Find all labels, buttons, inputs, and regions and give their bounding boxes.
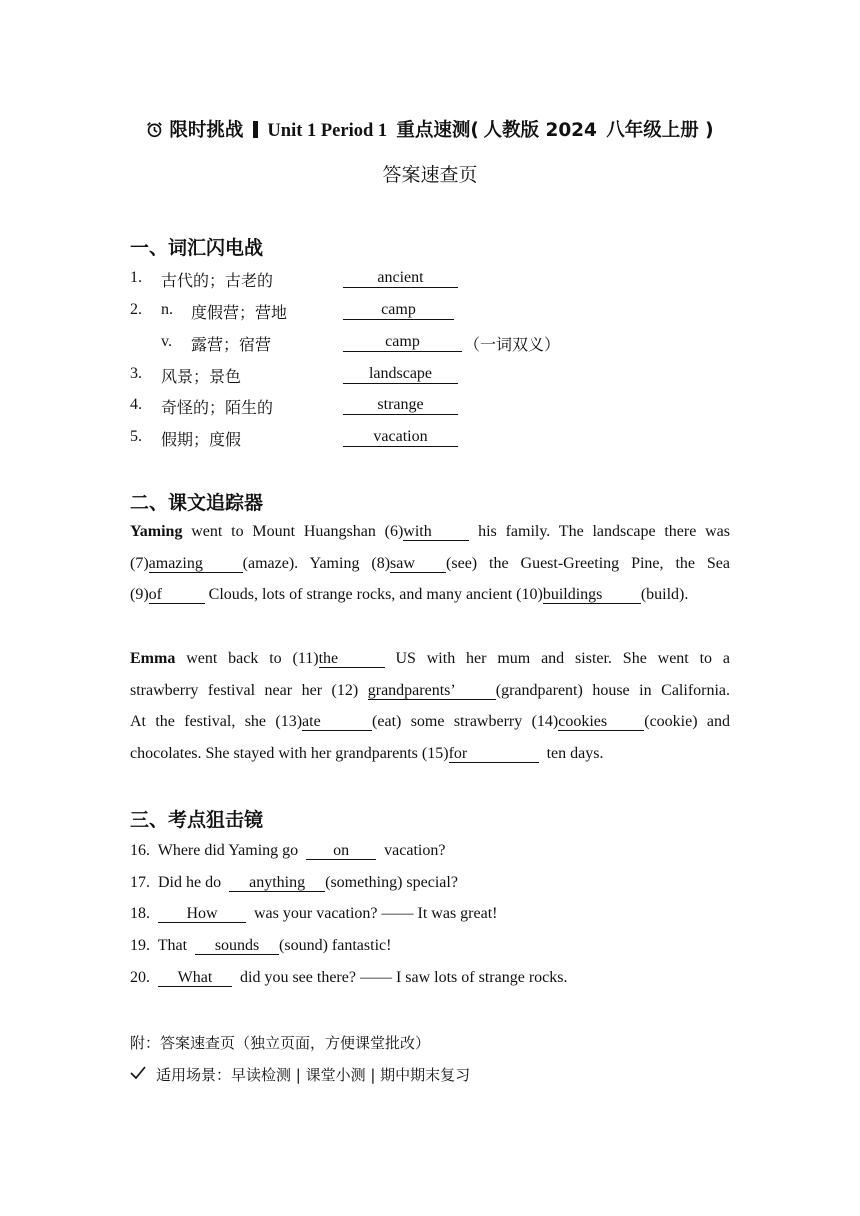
title-bar-divider xyxy=(253,121,258,138)
question-answer: What xyxy=(158,969,232,987)
question-num: 20. xyxy=(130,969,150,986)
question-item xyxy=(130,905,497,923)
question-item xyxy=(130,937,391,955)
vocab-answer: camp xyxy=(343,333,462,352)
page-title xyxy=(0,116,860,142)
alarm-clock-icon xyxy=(146,121,163,138)
title-zh: 重点速测( xyxy=(396,120,479,141)
question-num: 19. xyxy=(130,937,150,954)
question-answer: anything xyxy=(229,874,325,892)
vocab-num: 5. xyxy=(130,428,142,445)
vocab-pos: n. xyxy=(161,301,173,318)
question-answer: How xyxy=(158,905,246,923)
answer-blank-12: grandparents’ xyxy=(368,682,496,700)
question-num: 18. xyxy=(130,905,150,922)
passage-text: US with her mum and sister. She went to a xyxy=(395,650,731,667)
question-text: (sound) fantastic! xyxy=(279,937,392,954)
question-num: 16. xyxy=(130,842,150,859)
answer-blank-11: the xyxy=(319,650,385,668)
vocab-answer: ancient xyxy=(343,269,458,288)
vocab-answer: camp xyxy=(343,301,454,320)
vocab-num: 2. xyxy=(130,301,142,318)
passage-text: went back to (11) xyxy=(186,650,319,667)
passage-text: (build). xyxy=(640,586,689,604)
question-text: Did he do xyxy=(158,874,222,891)
page-subtitle: 答案速查页 xyxy=(382,164,478,186)
check-icon xyxy=(130,1066,146,1080)
passage-line xyxy=(130,706,730,738)
passage-line xyxy=(130,579,730,611)
vocab-answer: strange xyxy=(343,396,458,415)
title-book: 人教版 2024 xyxy=(483,120,597,141)
question-text: Where did Yaming go xyxy=(157,842,299,859)
vocab-num: 1. xyxy=(130,269,142,286)
answer-blank-9: of xyxy=(149,586,205,604)
passage-text: (eat) some strawberry (14) xyxy=(372,713,559,731)
passage-text: ten days. xyxy=(546,745,604,763)
vocab-meaning: 古代的；古老的 xyxy=(161,271,274,290)
section3-heading: 三、考点狙击镜 xyxy=(130,809,264,831)
question-answer: on xyxy=(306,842,376,860)
passage-line xyxy=(130,516,730,548)
vocab-meaning: 露营；宿营 xyxy=(191,335,272,354)
passage-text: (cookie) and xyxy=(644,713,730,731)
title-prefix: 限时挑战 xyxy=(169,120,244,141)
question-item xyxy=(130,969,567,987)
question-item xyxy=(130,874,458,892)
answer-blank-14: cookies xyxy=(558,713,644,731)
passage-text: At the festival, she (13) xyxy=(130,713,303,731)
passage-name: Yaming xyxy=(130,523,183,540)
vocab-pos: v. xyxy=(161,333,172,350)
passage-name: Emma xyxy=(130,650,176,667)
section1-heading: 一、词汇闪电战 xyxy=(130,237,264,259)
question-text: That xyxy=(157,937,188,954)
passage-text: (amaze). Yaming (8) xyxy=(242,554,391,572)
answer-blank-6: with xyxy=(403,523,469,541)
answer-blank-8: saw xyxy=(390,555,446,573)
question-num: 17. xyxy=(130,874,150,891)
question-text: was your vacation? —— It was great! xyxy=(254,905,498,922)
footer-note: 附：答案速查页（独立页面，方便课堂批改） xyxy=(130,1034,431,1052)
vocab-note: （一词双义） xyxy=(464,335,561,354)
passage-text: chocolates. She stayed with her grandparents (15) xyxy=(130,745,449,763)
title-unit: Unit 1 Period 1 xyxy=(267,121,388,141)
title-grade: 八年级上册 ) xyxy=(606,120,714,141)
section2-heading: 二、课文追踪器 xyxy=(130,492,264,514)
vocab-answer: vacation xyxy=(343,428,458,447)
passage-text: (grandparent) house in California. xyxy=(495,681,731,699)
footer-usage xyxy=(130,1064,470,1085)
passage-text: his family. The landscape there was xyxy=(478,523,730,540)
answer-blank-13: ate xyxy=(302,713,372,731)
vocab-meaning: 度假营；营地 xyxy=(191,303,288,322)
vocab-meaning: 风景；景色 xyxy=(161,367,242,386)
question-answer: sounds xyxy=(195,937,279,955)
passage-text: went to Mount Huangshan (6) xyxy=(191,523,404,540)
passage-emma xyxy=(130,643,730,770)
question-text: vacation? xyxy=(384,842,446,859)
vocab-num: 4. xyxy=(130,396,142,413)
vocab-answer: landscape xyxy=(343,365,458,384)
vocab-meaning: 奇怪的；陌生的 xyxy=(161,398,274,417)
question-text: did you see there? —— I saw lots of strange rocks. xyxy=(240,969,568,986)
question-text: (something) special? xyxy=(325,874,458,891)
passage-text: (see) the Guest-Greeting Pine, the Sea xyxy=(446,554,731,572)
footer-usage-text: 适用场景：早读检测 | 课堂小测 | 期中期末复习 xyxy=(156,1066,471,1084)
passage-line xyxy=(130,548,730,580)
passage-yaming xyxy=(130,516,730,611)
answer-blank-7: amazing xyxy=(149,555,243,573)
question-item xyxy=(130,842,445,860)
passage-line xyxy=(130,738,730,770)
passage-text: Clouds, lots of strange rocks, and many ancient (10) xyxy=(208,586,543,604)
passage-text: strawberry festival near her (12) xyxy=(130,681,359,699)
answer-blank-10: buildings xyxy=(543,586,641,604)
answer-blank-15: for xyxy=(449,745,539,763)
passage-line xyxy=(130,643,730,675)
passage-text: (9) xyxy=(130,586,149,604)
passage-line xyxy=(130,675,730,707)
passage-text: (7) xyxy=(130,554,149,572)
vocab-num: 3. xyxy=(130,365,142,382)
vocab-meaning: 假期；度假 xyxy=(161,430,242,449)
